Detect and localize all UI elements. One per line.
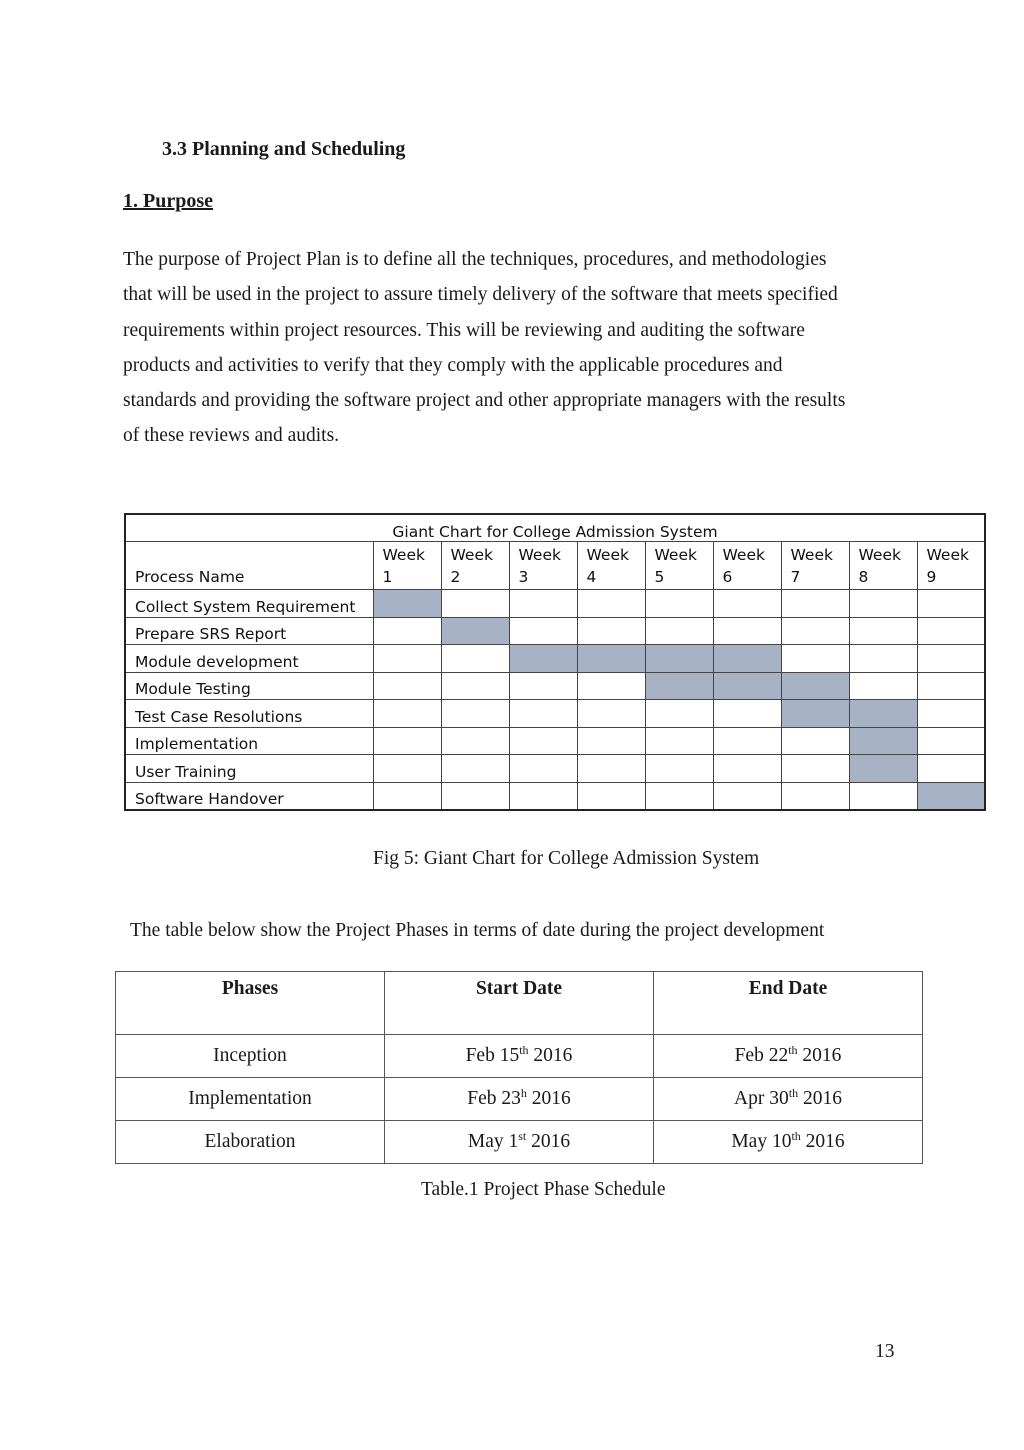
gantt-empty-cell <box>917 645 985 673</box>
gantt-empty-cell <box>781 590 849 618</box>
week-header-label: Week <box>450 546 493 564</box>
week-header <box>645 542 713 590</box>
gantt-empty-cell <box>781 645 849 673</box>
gantt-empty-cell <box>849 645 917 673</box>
phase-schedule-table <box>115 971 923 1164</box>
purpose-line: standards and providing the software project and other appropriate managers with the results <box>123 390 846 412</box>
week-header <box>849 542 917 590</box>
gantt-empty-cell <box>645 700 713 728</box>
gantt-empty-cell <box>713 590 781 618</box>
gantt-empty-cell <box>917 590 985 618</box>
gantt-bar-cell <box>713 672 781 700</box>
gantt-empty-cell <box>713 782 781 810</box>
process-name: Prepare SRS Report <box>125 617 373 645</box>
gantt-empty-cell <box>509 700 577 728</box>
end-date <box>654 1121 923 1164</box>
gantt-bar-cell <box>645 672 713 700</box>
date-year: 2016 <box>797 1045 842 1066</box>
gantt-empty-cell <box>577 782 645 810</box>
week-header <box>713 542 781 590</box>
week-header-number: 3 <box>518 568 529 586</box>
phase-row <box>116 1035 923 1078</box>
gantt-title: Giant Chart for College Admission System <box>125 514 985 542</box>
purpose-line: that will be used in the project to assure timely delivery of the software that meets specified <box>123 284 838 306</box>
gantt-empty-cell <box>373 645 441 673</box>
gantt-empty-cell <box>849 672 917 700</box>
gantt-row <box>125 645 985 673</box>
gantt-empty-cell <box>781 755 849 783</box>
gantt-empty-cell <box>509 727 577 755</box>
date-ordinal-suffix: th <box>791 1129 801 1143</box>
purpose-paragraph <box>123 242 903 454</box>
week-header-number: 1 <box>382 568 393 586</box>
week-header-label: Week <box>586 546 629 564</box>
phase-name: Implementation <box>116 1078 385 1121</box>
date-text: Apr 30 <box>734 1088 789 1109</box>
phase-row <box>116 1121 923 1164</box>
gantt-empty-cell <box>577 700 645 728</box>
gantt-empty-cell <box>713 727 781 755</box>
process-name: Module Testing <box>125 672 373 700</box>
gantt-empty-cell <box>781 617 849 645</box>
gantt-empty-cell <box>373 617 441 645</box>
gantt-empty-cell <box>849 590 917 618</box>
page-number: 13 <box>875 1341 895 1362</box>
gantt-bar-cell <box>645 645 713 673</box>
date-year: 2016 <box>526 1131 571 1152</box>
gantt-empty-cell <box>713 755 781 783</box>
start-date <box>385 1121 654 1164</box>
gantt-empty-cell <box>713 617 781 645</box>
phase-row <box>116 1078 923 1121</box>
gantt-empty-cell <box>645 727 713 755</box>
gantt-bar-cell <box>849 700 917 728</box>
gantt-empty-cell <box>917 672 985 700</box>
gantt-bar-cell <box>781 700 849 728</box>
purpose-line: The purpose of Project Plan is to define all the techniques, procedures, and methodologies <box>123 249 827 270</box>
start-date <box>385 1035 654 1078</box>
gantt-empty-cell <box>373 727 441 755</box>
date-year: 2016 <box>800 1131 845 1152</box>
gantt-empty-cell <box>373 755 441 783</box>
week-header-label: Week <box>518 546 561 564</box>
gantt-row <box>125 700 985 728</box>
date-text: Feb 22 <box>734 1045 789 1066</box>
start-date <box>385 1078 654 1121</box>
gantt-bar-cell <box>917 782 985 810</box>
gantt-empty-cell <box>441 590 509 618</box>
week-header <box>373 542 441 590</box>
gantt-empty-cell <box>441 672 509 700</box>
date-ordinal-suffix: th <box>519 1043 529 1057</box>
date-ordinal-suffix: th <box>788 1043 798 1057</box>
gantt-empty-cell <box>441 755 509 783</box>
date-year: 2016 <box>526 1088 571 1109</box>
process-name: Collect System Requirement <box>125 590 373 618</box>
phase-name: Inception <box>116 1035 385 1078</box>
gantt-empty-cell <box>577 617 645 645</box>
process-name: Test Case Resolutions <box>125 700 373 728</box>
process-name: Software Handover <box>125 782 373 810</box>
gantt-row <box>125 755 985 783</box>
process-name-header: Process Name <box>125 542 373 590</box>
gantt-empty-cell <box>577 755 645 783</box>
gantt-bar-cell <box>577 645 645 673</box>
gantt-empty-cell <box>441 700 509 728</box>
gantt-row <box>125 617 985 645</box>
week-header-label: Week <box>382 546 425 564</box>
gantt-empty-cell <box>577 590 645 618</box>
week-header <box>441 542 509 590</box>
gantt-bar-cell <box>509 645 577 673</box>
end-date <box>654 1035 923 1078</box>
gantt-row <box>125 672 985 700</box>
gantt-empty-cell <box>713 700 781 728</box>
date-ordinal-suffix: h <box>520 1086 527 1100</box>
phase-name: Elaboration <box>116 1121 385 1164</box>
week-header <box>577 542 645 590</box>
gantt-empty-cell <box>509 617 577 645</box>
week-header-number: 5 <box>654 568 665 586</box>
process-name: User Training <box>125 755 373 783</box>
process-name: Module development <box>125 645 373 673</box>
start-date-header: Start Date <box>385 972 654 1035</box>
purpose-line: of these reviews and audits. <box>123 425 340 447</box>
gantt-empty-cell <box>509 782 577 810</box>
gantt-body <box>125 590 985 811</box>
end-date <box>654 1078 923 1121</box>
gantt-empty-cell <box>441 782 509 810</box>
gantt-empty-cell <box>509 672 577 700</box>
week-header-number: 2 <box>450 568 461 586</box>
week-header-label: Week <box>926 546 969 564</box>
gantt-empty-cell <box>373 672 441 700</box>
week-header-number: 6 <box>722 568 733 586</box>
week-header <box>781 542 849 590</box>
week-header-number: 7 <box>790 568 801 586</box>
gantt-bar-cell <box>781 672 849 700</box>
gantt-empty-cell <box>645 590 713 618</box>
gantt-empty-cell <box>849 782 917 810</box>
gantt-bar-cell <box>713 645 781 673</box>
date-year: 2016 <box>798 1088 842 1109</box>
week-header <box>509 542 577 590</box>
gantt-empty-cell <box>917 755 985 783</box>
gantt-bar-cell <box>849 755 917 783</box>
gantt-empty-cell <box>645 755 713 783</box>
gantt-row <box>125 590 985 618</box>
week-header-label: Week <box>654 546 697 564</box>
gantt-empty-cell <box>781 782 849 810</box>
gantt-empty-cell <box>441 645 509 673</box>
gantt-row <box>125 727 985 755</box>
date-ordinal-suffix: th <box>788 1086 799 1100</box>
gantt-empty-cell <box>373 700 441 728</box>
gantt-bar-cell <box>441 617 509 645</box>
week-header-number: 4 <box>586 568 597 586</box>
gantt-bar-cell <box>373 590 441 618</box>
gantt-empty-cell <box>577 672 645 700</box>
week-header-number: 8 <box>858 568 869 586</box>
gantt-empty-cell <box>917 727 985 755</box>
gantt-empty-cell <box>917 617 985 645</box>
week-header-label: Week <box>722 546 765 564</box>
gantt-empty-cell <box>781 727 849 755</box>
gantt-empty-cell <box>509 755 577 783</box>
date-text: Feb 15 <box>465 1045 520 1066</box>
gantt-empty-cell <box>577 727 645 755</box>
gantt-empty-cell <box>849 617 917 645</box>
date-ordinal-suffix: st <box>518 1129 527 1143</box>
gantt-empty-cell <box>441 727 509 755</box>
figure-caption: Fig 5: Giant Chart for College Admission System <box>373 848 760 869</box>
gantt-empty-cell <box>645 617 713 645</box>
gantt-chart-table <box>124 513 986 811</box>
table-intro-text: The table below show the Project Phases in terms of date during the project development <box>130 920 825 941</box>
section-heading: 3.3 Planning and Scheduling <box>162 138 406 160</box>
date-text: May 10 <box>731 1131 792 1152</box>
gantt-empty-cell <box>509 590 577 618</box>
gantt-bar-cell <box>849 727 917 755</box>
gantt-empty-cell <box>373 782 441 810</box>
process-name: Implementation <box>125 727 373 755</box>
gantt-row <box>125 782 985 810</box>
gantt-empty-cell <box>917 700 985 728</box>
end-date-header: End Date <box>654 972 923 1035</box>
week-header-label: Week <box>790 546 833 564</box>
week-header-label: Week <box>858 546 901 564</box>
date-text: May 1 <box>467 1131 519 1152</box>
purpose-line: products and activities to verify that they comply with the applicable procedures and <box>123 354 783 376</box>
date-text: Feb 23 <box>467 1088 521 1109</box>
purpose-heading: 1. Purpose <box>123 190 213 212</box>
table-caption: Table.1 Project Phase Schedule <box>421 1179 666 1200</box>
phase-table-body <box>116 1035 923 1164</box>
week-header-number: 9 <box>926 568 937 586</box>
purpose-line: requirements within project resources. This will be reviewing and auditing the software <box>123 319 805 341</box>
week-header <box>917 542 985 590</box>
date-year: 2016 <box>528 1045 573 1066</box>
phases-header: Phases <box>116 972 385 1035</box>
gantt-empty-cell <box>645 782 713 810</box>
